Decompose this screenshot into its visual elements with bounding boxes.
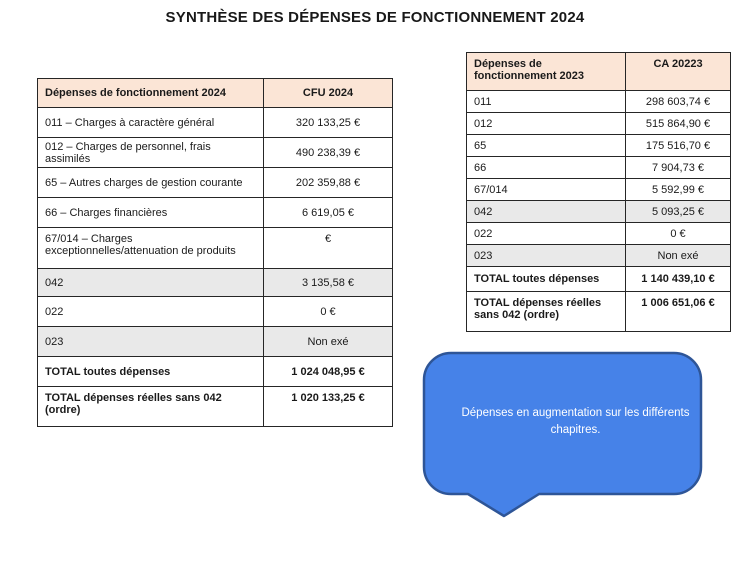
table-total-row: [38, 387, 393, 427]
row-label: 042: [467, 201, 626, 223]
table-row: [38, 297, 393, 327]
table-row: [38, 228, 393, 269]
table-header-row: [38, 79, 393, 108]
row-label: 011 – Charges à caractère général: [38, 108, 264, 138]
row-label: 66: [467, 157, 626, 179]
row-label: TOTAL toutes dépenses: [467, 267, 626, 292]
row-label: 023: [38, 327, 264, 357]
table-header-label: Dépenses de fonctionnement 2023: [467, 53, 626, 91]
row-value: Non exé: [264, 327, 393, 357]
row-label: 67/014: [467, 179, 626, 201]
table-header-row: [467, 53, 731, 91]
table-total-row: [38, 357, 393, 387]
row-label: TOTAL dépenses réelles sans 042 (ordre): [38, 387, 264, 427]
table-row: [38, 168, 393, 198]
row-label: 022: [38, 297, 264, 327]
table-row: [467, 135, 731, 157]
row-value: 5 592,99 €: [626, 179, 731, 201]
row-value: 202 359,88 €: [264, 168, 393, 198]
row-value: 1 024 048,95 €: [264, 357, 393, 387]
row-value: 175 516,70 €: [626, 135, 731, 157]
row-value: 7 904,73 €: [626, 157, 731, 179]
row-value: 1 006 651,06 €: [626, 292, 731, 332]
row-label: 011: [467, 91, 626, 113]
row-value: 0 €: [626, 223, 731, 245]
row-label: TOTAL dépenses réelles sans 042 (ordre): [467, 292, 626, 332]
table-row: [38, 138, 393, 168]
row-value: 3 135,58 €: [264, 269, 393, 297]
callout-bubble: [420, 349, 730, 524]
row-value: 5 093,25 €: [626, 201, 731, 223]
row-value: 6 619,05 €: [264, 198, 393, 228]
table-row: [467, 91, 731, 113]
row-label: 042: [38, 269, 264, 297]
row-value: 0 €: [264, 297, 393, 327]
table-header-value: CFU 2024: [264, 79, 393, 108]
table-row: [467, 223, 731, 245]
expenses-2024-table: [37, 78, 393, 427]
table-header-value: CA 20223: [626, 53, 731, 91]
table-row: [38, 269, 393, 297]
table-row: [467, 157, 731, 179]
row-value: 515 864,90 €: [626, 113, 731, 135]
expenses-2023-table: [466, 52, 731, 332]
table-total-row: [467, 267, 731, 292]
table-row: [467, 113, 731, 135]
row-label: 023: [467, 245, 626, 267]
page-title: SYNTHÈSE DES DÉPENSES DE FONCTIONNEMENT 2024: [165, 9, 585, 26]
row-value: 490 238,39 €: [264, 138, 393, 168]
table-row: [467, 179, 731, 201]
row-value: 298 603,74 €: [626, 91, 731, 113]
row-value: €: [264, 228, 393, 269]
callout-text: Dépenses en augmentation sur les différents chapitres.: [461, 407, 690, 436]
row-label: 012: [467, 113, 626, 135]
table-row: [467, 201, 731, 223]
table-header-label: Dépenses de fonctionnement 2024: [38, 79, 264, 108]
row-label: 022: [467, 223, 626, 245]
table-total-row: [467, 292, 731, 332]
row-value: 1 020 133,25 €: [264, 387, 393, 427]
row-label: 65: [467, 135, 626, 157]
row-value: 1 140 439,10 €: [626, 267, 731, 292]
row-label: 012 – Charges de personnel, frais assimilés: [38, 138, 264, 168]
table-row: [38, 327, 393, 357]
row-value: Non exé: [626, 245, 731, 267]
table-row: [38, 108, 393, 138]
table-row: [467, 245, 731, 267]
row-label: 65 – Autres charges de gestion courante: [38, 168, 264, 198]
row-label: 67/014 – Charges exceptionnelles/attenuation de produits: [38, 228, 264, 269]
row-value: 320 133,25 €: [264, 108, 393, 138]
row-label: 66 – Charges financières: [38, 198, 264, 228]
table-row: [38, 198, 393, 228]
row-label: TOTAL toutes dépenses: [38, 357, 264, 387]
